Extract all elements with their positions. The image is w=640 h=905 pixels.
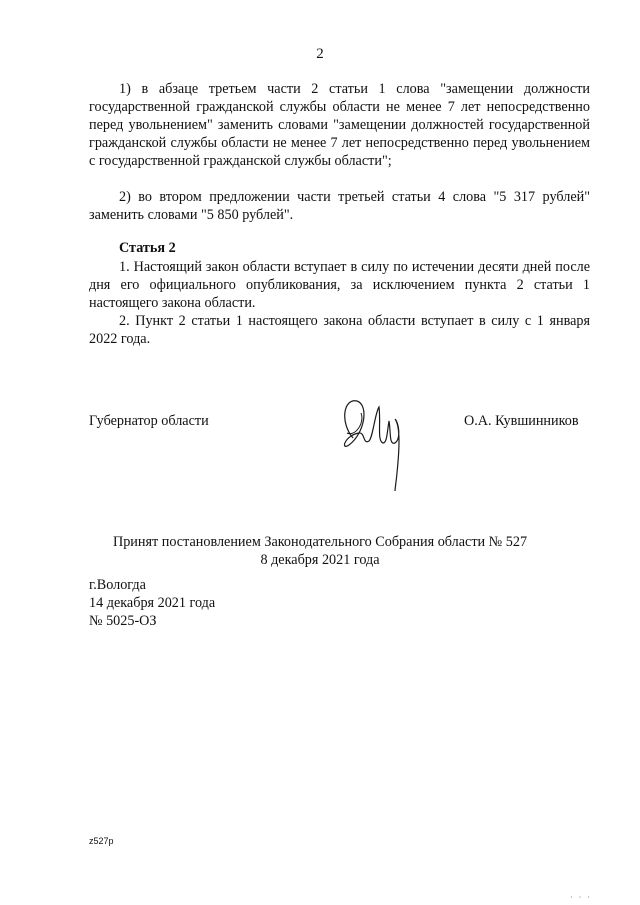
signatory-name: О.А. Кувшинников: [464, 413, 579, 429]
article-2-paragraph-1: 1. Настоящий закон области вступает в силу по истечении десяти дней после дня его официального опубликования, за исключением пункта 2 статьи 1 настоящего закона области.: [89, 259, 590, 311]
article-2-heading: Статья 2: [119, 240, 176, 256]
signatory-position: Губернатор области: [89, 413, 209, 429]
amendment-item-1: 1) в абзаце третьем части 2 статьи 1 слова "замещении должности государственной гражданской службы области не менее 7 лет непосредственно перед увольнением" заменить словами "замещении должностей государственной гражданской службы области не менее 7 лет непосредственно перед увольнением с государственной гражданской службы области";: [89, 81, 590, 169]
page-number: 2: [316, 46, 324, 62]
scan-artifact: · · ·: [570, 893, 592, 902]
article-2-paragraph-2: 2. Пункт 2 статьи 1 настоящего закона области вступает в силу с 1 января 2022 года.: [89, 313, 590, 347]
adoption-note: [0, 533, 640, 569]
footer-code: z527p: [89, 836, 114, 846]
amendment-item-2: 2) во втором предложении части третьей статьи 4 слова "5 317 рублей" заменить словами "5 850 рублей".: [89, 189, 590, 223]
city: г.Вологда: [89, 577, 146, 593]
adoption-line-1: Принят постановлением Законодательного Собрания области № 527: [112, 534, 528, 550]
law-number: № 5025-ОЗ: [89, 613, 157, 629]
place-date-block: [89, 576, 215, 630]
handwritten-signature: [335, 393, 415, 493]
signing-date: 14 декабря 2021 года: [89, 595, 216, 611]
adoption-line-2: 8 декабря 2021 года: [260, 552, 380, 568]
